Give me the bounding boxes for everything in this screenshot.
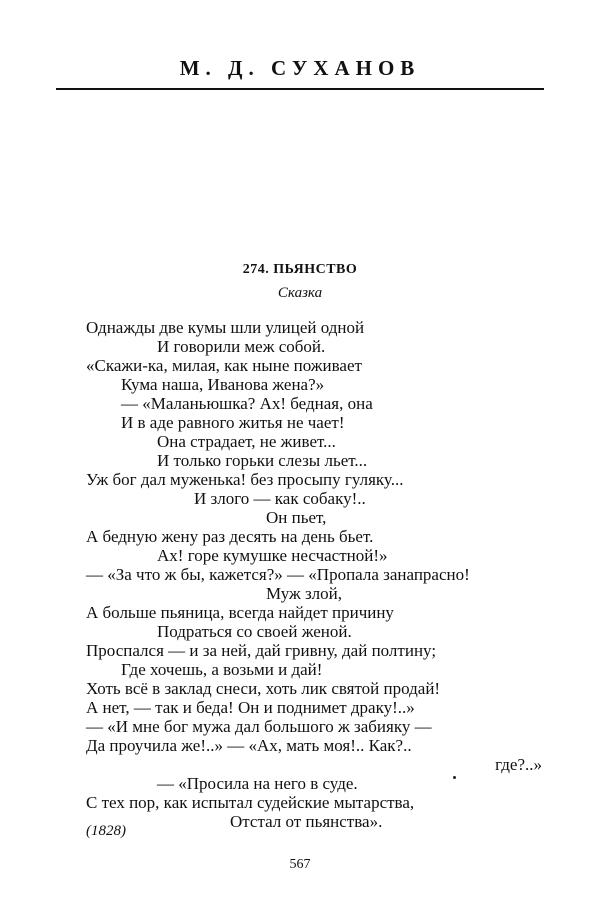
poem-line: И только горьки слезы льет...	[157, 451, 368, 470]
poem-line: Однажды две кумы шли улицей одной	[86, 318, 365, 337]
running-head-author: М. Д. СУХАНОВ	[179, 56, 421, 80]
poem-line: А бедную жену раз десять на день бьет.	[86, 527, 374, 546]
poem-line: Где хочешь, а возьми и дай!	[121, 660, 323, 679]
poem-line: Хоть всё в заклад снеси, хоть лик святой продай!	[86, 679, 441, 698]
poem-line: где?..»	[495, 755, 542, 774]
poem-line: Подраться со своей женой.	[157, 622, 352, 641]
poem-line: И говорили меж собой.	[157, 337, 326, 356]
poem-line: Муж злой,	[266, 584, 343, 603]
poem-line: «Скажи-ка, милая, как ныне поживает	[86, 356, 362, 375]
poem-subtitle: Сказка	[277, 285, 323, 301]
poem-line: Она страдает, не живет...	[157, 432, 336, 451]
poem-line: Кума наша, Иванова жена?»	[121, 375, 325, 394]
poem-line: — «И мне бог мужа дал большого ж забияку —	[86, 717, 432, 736]
poem-line: И злого — как собаку!..	[194, 489, 366, 508]
poem-title: 274. ПЬЯНСТВО	[242, 262, 358, 277]
poem-line: Да проучила же!..» — «Ах, мать моя!.. Как?..	[86, 736, 412, 755]
poem-line: — «Просила на него в суде.	[157, 774, 358, 793]
poem-line: — «За что ж бы, кажется?» — «Пропала занапрасно!	[86, 565, 470, 584]
poem-line: И в аде равного житья не чает!	[121, 413, 345, 432]
poem-line: А больше пьяница, всегда найдет причину	[86, 603, 394, 622]
poem-line: Проспался — и за ней, дай гривну, дай полтину;	[86, 641, 437, 660]
poem-line: Отстал от пьянства».	[230, 812, 383, 831]
header-rule	[56, 88, 544, 90]
poem-line: — «Маланьюшка? Ах! бедная, она	[121, 394, 373, 413]
poem-line: С тех пор, как испытал судейские мытарства,	[86, 793, 415, 812]
poem-date: (1828)	[86, 823, 126, 839]
poem-line: Он пьет,	[266, 508, 327, 527]
page-number: 567	[289, 857, 311, 872]
poem-line: Уж бог дал муженька! без просыпу гуляку...	[86, 470, 404, 489]
poem-line: А нет, — так и беда! Он и поднимет драку!..»	[86, 698, 415, 717]
poem-line: Ах! горе кумушке несчастной!»	[157, 546, 388, 565]
print-speck	[453, 776, 456, 779]
